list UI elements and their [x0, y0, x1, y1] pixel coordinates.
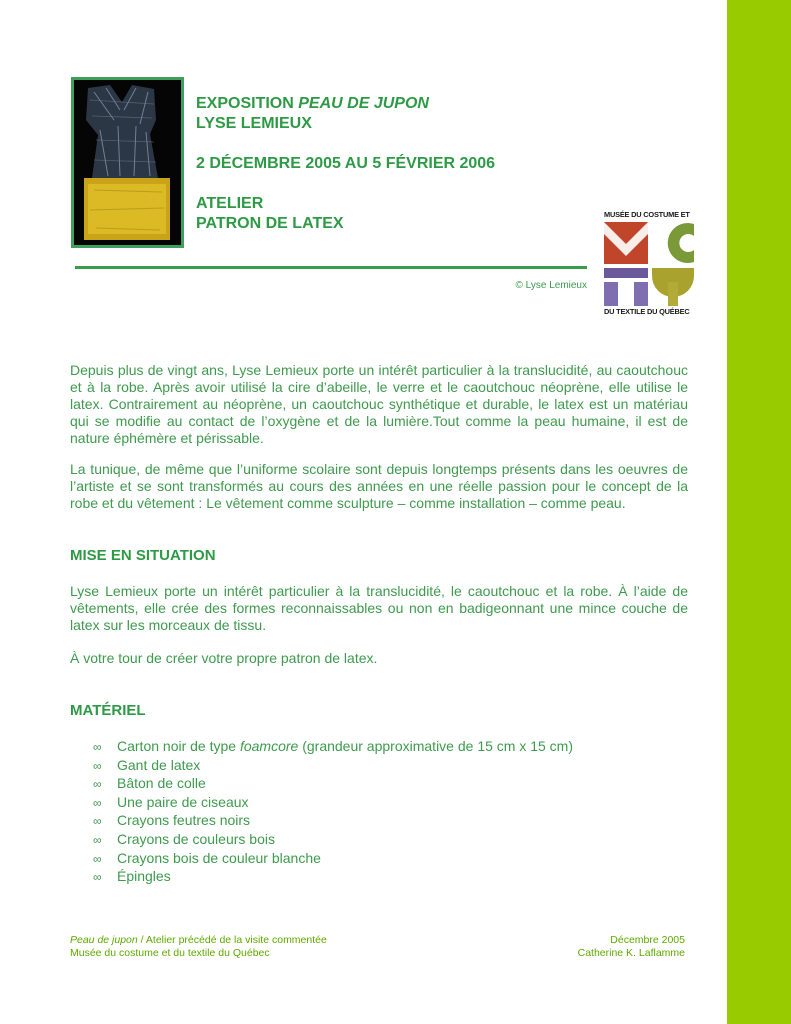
infinity-bullet-icon: ∞ [93, 870, 102, 885]
logo-mark-icon [604, 220, 696, 306]
list-item: ∞ Épingles [93, 868, 573, 887]
situation-paragraph-1: Lyse Lemieux porte un intérêt particulier à la translucidité, le caoutchouc et la robe. À l’aide de vêtements, elle crée des formes reconnaissables ou non en badigeonnant une mince couche de latex sur les morceaux de tissu. [70, 583, 688, 633]
infinity-bullet-icon: ∞ [93, 851, 102, 866]
header-divider [75, 266, 587, 269]
museum-logo [604, 210, 696, 320]
list-item: ∞ Crayons de couleurs bois [93, 831, 573, 850]
header-title-block [196, 94, 495, 234]
section-heading-materiel: MATÉRIEL [70, 702, 146, 719]
side-accent-bar [727, 0, 791, 1024]
intro-paragraph-2: La tunique, de même que l’uniforme scolaire sont depuis longtemps présents dans les oeuvres de l’artiste et se sont transformés au cours des années en une réelle passion pour le concept de la robe et du vêtement : Le vêtement comme sculpture – comme installation – comme peau. [70, 461, 688, 511]
situation-paragraph-2: À votre tour de créer votre propre patron de latex. [70, 650, 378, 666]
image-credit: © Lyse Lemieux [515, 280, 587, 291]
section-heading-situation: MISE EN SITUATION [70, 547, 216, 564]
footer-left: Peau de jupon / Atelier précédé de la visite commentée Musée du costume et du textile du Québec [70, 934, 327, 959]
list-item: ∞ Crayons bois de couleur blanche [93, 850, 573, 869]
intro-paragraph-1: Depuis plus de vingt ans, Lyse Lemieux porte un intérêt particulier à la translucidité, au caoutchouc et à la robe. Après avoir utilisé la cire d’abeille, le verre et le caoutchouc néoprène, elle utilise le latex. Contrairement au néoprène, un caoutchouc synthétique et durable, le latex est un matériau qui se modifie au contact de l’oxygène et de la lumière.Tout comme la peau humaine, il est de nature éphémère et périssable. [70, 362, 688, 446]
materials-list [93, 738, 573, 887]
infinity-bullet-icon: ∞ [93, 832, 102, 847]
list-item: ∞ Crayons feutres noirs [93, 812, 573, 831]
workshop-label: ATELIER [196, 195, 264, 212]
footer-date: Décembre 2005 [610, 934, 685, 946]
list-item: ∞ Une paire de ciseaux [93, 794, 573, 813]
infinity-bullet-icon: ∞ [93, 740, 102, 754]
infinity-bullet-icon: ∞ [93, 777, 102, 792]
infinity-bullet-icon: ∞ [93, 795, 102, 810]
list-item: ∞ Bâton de colle [93, 775, 573, 794]
list-item: ∞ Carton noir de type foamcore (grandeur approximative de 15 cm x 15 cm) [93, 738, 573, 757]
logo-top-text: MUSÉE DU COSTUME ET [604, 210, 690, 219]
artwork-image [71, 77, 184, 248]
footer-author: Catherine K. Laflamme [577, 947, 685, 959]
list-item: ∞ Gant de latex [93, 757, 573, 776]
logo-bottom-text: DU TEXTILE DU QUÉBEC [604, 307, 690, 316]
footer-right [578, 934, 685, 960]
infinity-bullet-icon: ∞ [93, 814, 102, 829]
infinity-bullet-icon: ∞ [93, 758, 102, 773]
artist-name: LYSE LEMIEUX [196, 115, 312, 132]
footer-exhibition-name: Peau de jupon [70, 934, 138, 946]
workshop-title: PATRON DE LATEX [196, 215, 344, 232]
exhibition-dates: 2 DÉCEMBRE 2005 AU 5 FÉVRIER 2006 [196, 155, 496, 172]
exhibition-title: EXPOSITION PEAU DE JUPON [196, 95, 429, 112]
footer-museum-name: Musée du costume et du textile du Québec [70, 947, 270, 959]
